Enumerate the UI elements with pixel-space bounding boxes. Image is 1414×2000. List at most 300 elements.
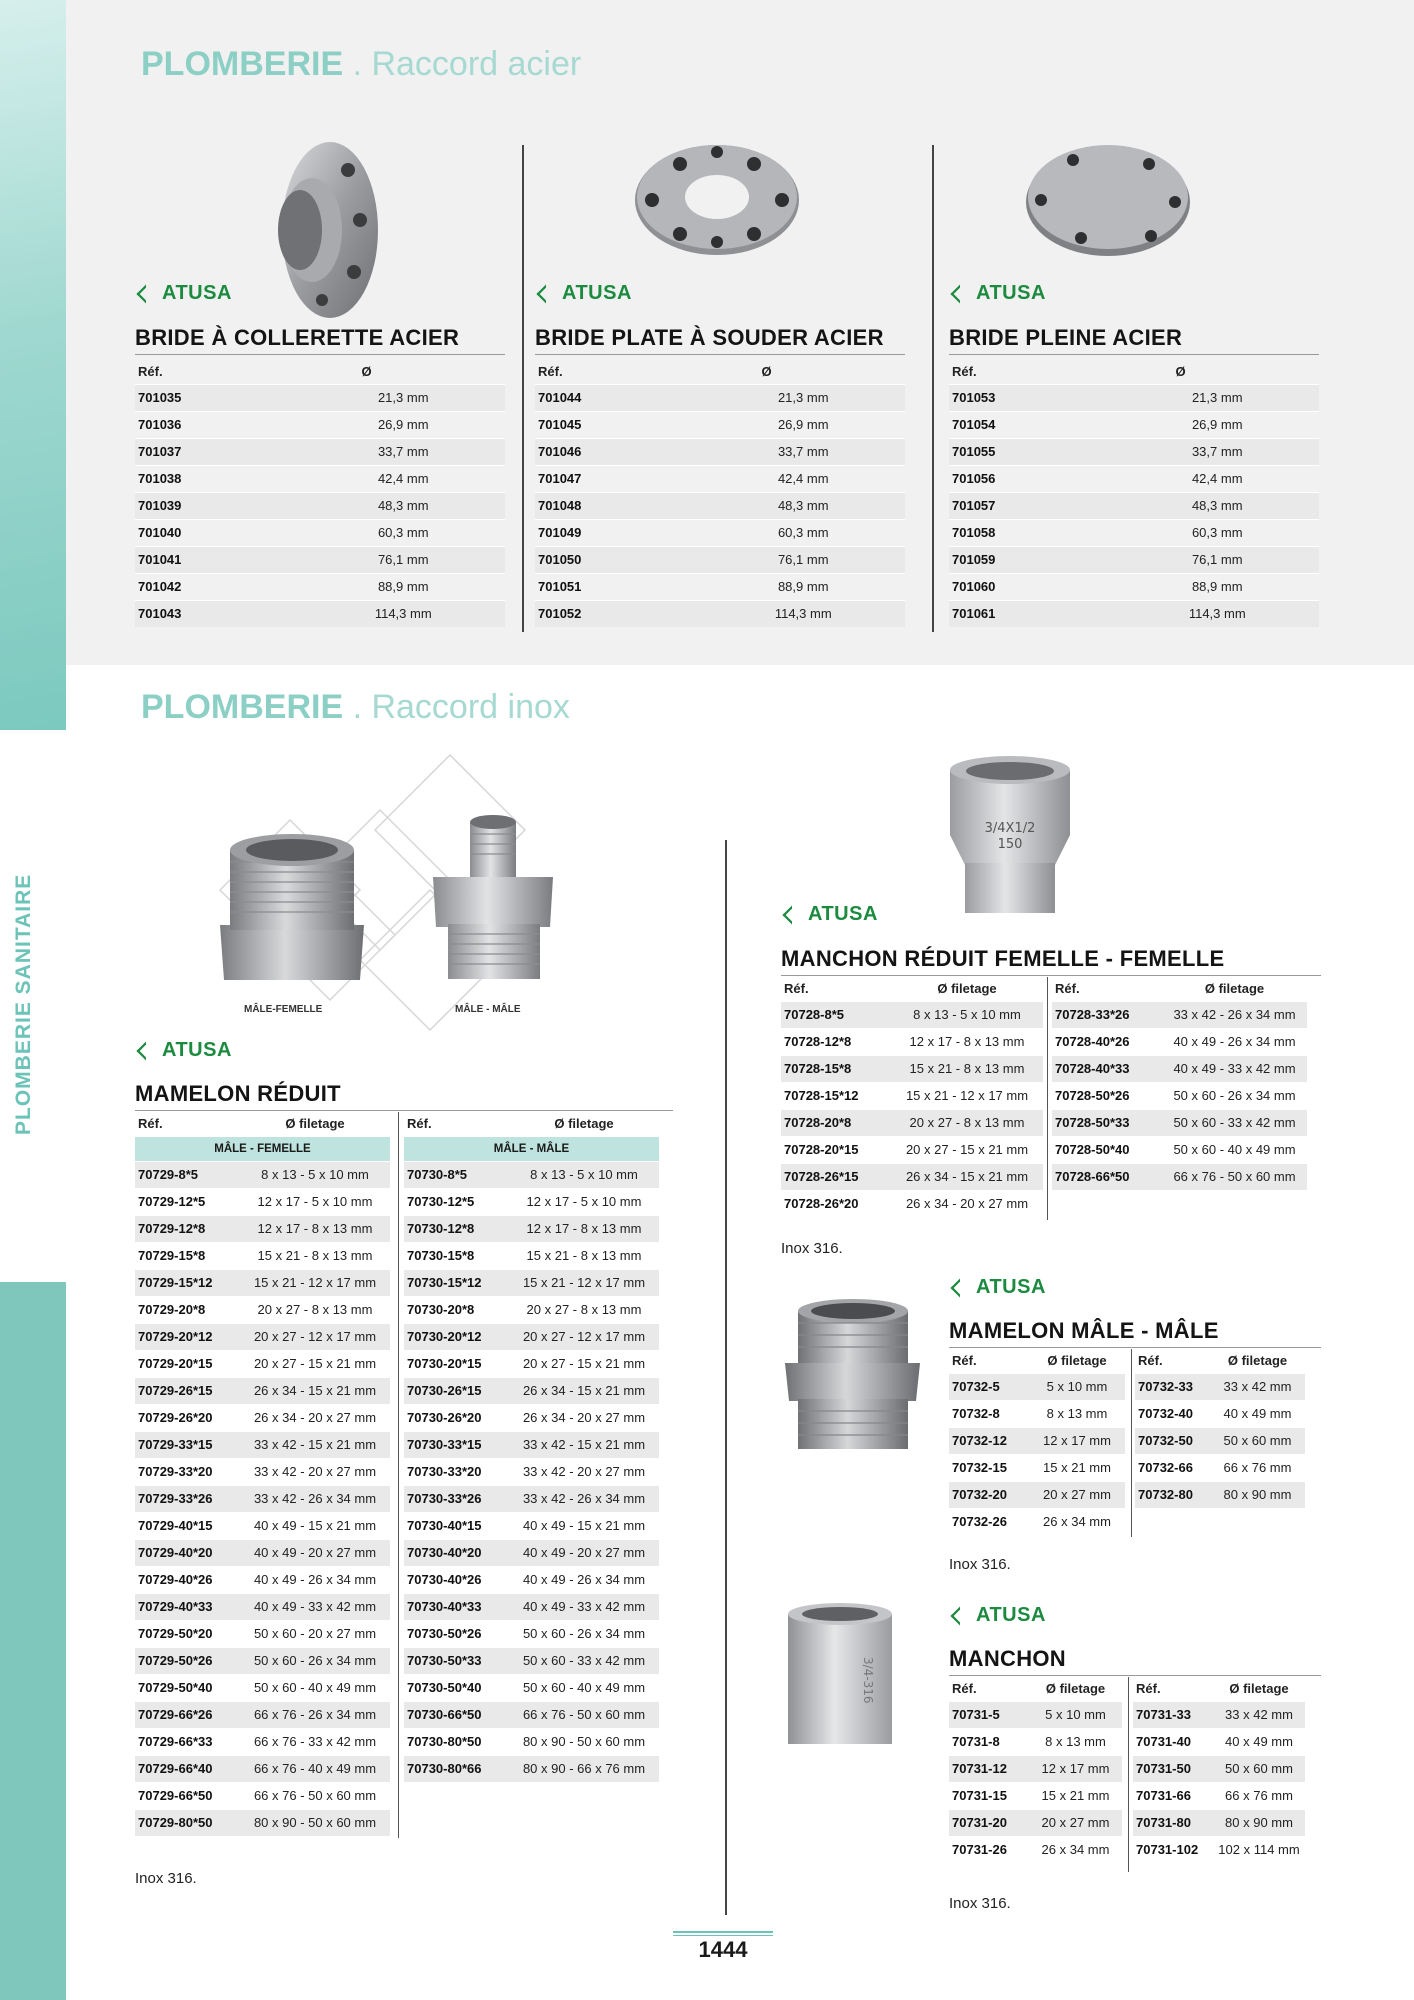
table-row (404, 1701, 659, 1728)
cell-reference: 70732-5 (949, 1373, 1029, 1400)
atusa-logo (783, 903, 878, 926)
cell-dimension: 66 x 76 - 50 x 60 mm (509, 1701, 659, 1728)
cell-reference: 70729-50*20 (135, 1620, 240, 1647)
nipple-male-male-image (428, 812, 558, 987)
cell-reference: 70730-40*33 (404, 1593, 509, 1620)
table-row (135, 384, 505, 411)
cell-dimension: 20 x 27 - 8 x 13 mm (240, 1296, 390, 1323)
table-collerette (135, 360, 505, 627)
cell-dimension: 26 x 34 - 15 x 21 mm (240, 1377, 390, 1404)
col-header-ref: Réf. (138, 1116, 163, 1132)
table-row (135, 1323, 390, 1350)
cell-dimension: 66 x 76 - 33 x 42 mm (240, 1728, 390, 1755)
page-number: 1444 (698, 1937, 748, 1962)
cell-dimension: 80 x 90 - 66 x 76 mm (509, 1755, 659, 1782)
section-title-rest: . Raccord acier (343, 45, 582, 83)
table-row (404, 1674, 659, 1701)
table-row (535, 411, 905, 438)
cell-dimension: 26 x 34 - 15 x 21 mm (509, 1377, 659, 1404)
table-row (404, 1269, 659, 1296)
cell-dimension: 20 x 27 - 15 x 21 mm (240, 1350, 390, 1377)
cell-dimension: 40 x 49 - 20 x 27 mm (240, 1539, 390, 1566)
table-mamelon-mm-left (949, 1349, 1125, 1535)
cell-dimension: 33,7 mm (1116, 438, 1320, 465)
cell-dimension: 15 x 21 - 12 x 17 mm (240, 1269, 390, 1296)
cell-dimension: 40 x 49 - 33 x 42 mm (240, 1593, 390, 1620)
cell-dimension: 20 x 27 - 12 x 17 mm (509, 1323, 659, 1350)
cell-reference: 70728-26*20 (781, 1190, 891, 1217)
material-note: Inox 316. (949, 1556, 1011, 1573)
cell-reference: 701058 (949, 519, 1116, 546)
strip-top-gradient (0, 0, 66, 730)
cell-reference: 701055 (949, 438, 1116, 465)
reducing-coupling-image (945, 755, 1075, 925)
cell-reference: 70732-15 (949, 1454, 1029, 1481)
cell-dimension: 40 x 49 mm (1213, 1728, 1305, 1755)
table-row (949, 1400, 1125, 1427)
table-pleine (949, 360, 1319, 627)
col-header-diameter: Ø (361, 364, 372, 380)
cell-dimension: 12 x 17 - 8 x 13 mm (240, 1215, 390, 1242)
table-manchon-left (949, 1677, 1122, 1863)
cell-dimension: 76,1 mm (302, 546, 506, 573)
table-row (1133, 1782, 1305, 1809)
table-row (1052, 1109, 1307, 1136)
cell-dimension: 26,9 mm (702, 411, 906, 438)
cell-reference: 70731-40 (1133, 1728, 1213, 1755)
table-row (404, 1512, 659, 1539)
cell-dimension: 33,7 mm (302, 438, 506, 465)
cell-dimension: 66 x 76 mm (1210, 1454, 1305, 1481)
cell-reference: 70728-20*8 (781, 1109, 891, 1136)
cell-dimension: 80 x 90 - 50 x 60 mm (240, 1809, 390, 1836)
col-header-filetage: Ø filetage (1204, 981, 1265, 997)
col-header-diameter: Ø (1175, 364, 1186, 380)
cell-reference: 701049 (535, 519, 702, 546)
cell-dimension: 12 x 17 mm (1029, 1755, 1122, 1782)
cell-reference: 70728-50*40 (1052, 1136, 1162, 1163)
table-row (535, 600, 905, 627)
product-title-mamelon-reduit: MAMELON RÉDUIT (135, 1081, 341, 1106)
cell-reference: 701039 (135, 492, 302, 519)
cell-reference: 70730-8*5 (404, 1161, 509, 1188)
cell-reference: 701056 (949, 465, 1116, 492)
cell-dimension: 33 x 42 - 20 x 27 mm (509, 1458, 659, 1485)
cell-dimension: 26 x 34 - 20 x 27 mm (509, 1404, 659, 1431)
table-row (781, 1190, 1043, 1217)
cell-reference: 70731-15 (949, 1782, 1029, 1809)
table-mamelon-reduit-left (135, 1112, 390, 1836)
atusa-logo (137, 282, 232, 305)
sidebar-category-label: PLOMBERIE SANITAIRE (12, 873, 35, 1135)
cell-dimension: 8 x 13 - 5 x 10 mm (240, 1161, 390, 1188)
table-row (135, 1701, 390, 1728)
cell-dimension: 50 x 60 - 26 x 34 mm (509, 1620, 659, 1647)
table-row (404, 1431, 659, 1458)
cell-reference: 70730-80*66 (404, 1755, 509, 1782)
cell-dimension: 40 x 49 - 26 x 34 mm (509, 1566, 659, 1593)
table-row (135, 1782, 390, 1809)
cell-dimension: 88,9 mm (702, 573, 906, 600)
image-caption-male-femelle: MÂLE-FEMELLE (244, 1004, 323, 1015)
cell-reference: 701052 (535, 600, 702, 627)
cell-dimension: 42,4 mm (302, 465, 506, 492)
cell-dimension: 40 x 49 - 15 x 21 mm (240, 1512, 390, 1539)
cell-reference: 70730-20*12 (404, 1323, 509, 1350)
table-divider (1047, 977, 1048, 1220)
cell-dimension: 5 x 10 mm (1029, 1701, 1122, 1728)
table-row (135, 492, 505, 519)
cell-dimension: 40 x 49 - 26 x 34 mm (1162, 1028, 1307, 1055)
page-number-rule (673, 1935, 773, 1936)
cell-dimension: 33 x 42 - 26 x 34 mm (509, 1485, 659, 1512)
table-row (135, 546, 505, 573)
cell-reference: 70728-8*5 (781, 1001, 891, 1028)
coupling-marking: 3/4-316 (861, 1657, 875, 1704)
col-header-filetage: Ø filetage (554, 1116, 614, 1132)
atusa-logo-text: ATUSA (162, 282, 232, 304)
col-header-ref: Réf. (952, 364, 977, 380)
cell-reference: 70729-40*26 (135, 1566, 240, 1593)
table-row (135, 1377, 390, 1404)
table-row (1052, 1001, 1307, 1028)
table-manchon-right (1133, 1677, 1305, 1863)
cell-dimension: 40 x 49 - 20 x 27 mm (509, 1539, 659, 1566)
table-row (404, 1377, 659, 1404)
cell-reference: 70729-50*26 (135, 1647, 240, 1674)
cell-reference: 70730-26*15 (404, 1377, 509, 1404)
cell-reference: 70732-33 (1135, 1373, 1210, 1400)
table-row (135, 519, 505, 546)
table-row (949, 1782, 1122, 1809)
cell-reference: 70728-15*12 (781, 1082, 891, 1109)
atusa-logo-text: ATUSA (808, 903, 878, 925)
cell-dimension: 15 x 21 - 12 x 17 mm (891, 1082, 1043, 1109)
cell-dimension: 21,3 mm (702, 384, 906, 411)
cell-dimension: 40 x 49 - 15 x 21 mm (509, 1512, 659, 1539)
cell-dimension: 88,9 mm (1116, 573, 1320, 600)
subheader-male-male: MÂLE - MÂLE (404, 1136, 659, 1161)
cell-reference: 70731-8 (949, 1728, 1029, 1755)
cell-reference: 701043 (135, 600, 302, 627)
atusa-logo-text: ATUSA (976, 1276, 1046, 1298)
section-title-inox (141, 688, 570, 727)
cell-reference: 70729-40*33 (135, 1593, 240, 1620)
table-manchon-reduit-right (1052, 977, 1307, 1190)
cell-dimension: 26 x 34 - 15 x 21 mm (891, 1163, 1043, 1190)
title-rule (135, 354, 505, 355)
table-row (949, 1508, 1125, 1535)
table-row (1133, 1755, 1305, 1782)
cell-reference: 701060 (949, 573, 1116, 600)
cell-reference: 70729-26*20 (135, 1404, 240, 1431)
cell-dimension: 80 x 90 - 50 x 60 mm (509, 1728, 659, 1755)
table-row (404, 1323, 659, 1350)
table-row (404, 1485, 659, 1512)
cell-dimension: 40 x 49 - 33 x 42 mm (509, 1593, 659, 1620)
table-row (135, 1647, 390, 1674)
cell-dimension: 12 x 17 - 8 x 13 mm (509, 1215, 659, 1242)
cell-dimension: 40 x 49 - 26 x 34 mm (240, 1566, 390, 1593)
table-row (949, 384, 1319, 411)
table-row (535, 573, 905, 600)
cell-reference: 70730-50*33 (404, 1647, 509, 1674)
cell-reference: 70729-33*26 (135, 1485, 240, 1512)
cell-reference: 70730-80*50 (404, 1728, 509, 1755)
table-row (135, 465, 505, 492)
table-row (535, 519, 905, 546)
cell-reference: 70730-15*8 (404, 1242, 509, 1269)
table-mamelon-mm-right (1135, 1349, 1305, 1508)
cell-reference: 70729-50*40 (135, 1674, 240, 1701)
cell-dimension: 48,3 mm (702, 492, 906, 519)
table-row (135, 1539, 390, 1566)
table-row (404, 1215, 659, 1242)
cell-reference: 70728-50*33 (1052, 1109, 1162, 1136)
cell-dimension: 33 x 42 - 26 x 34 mm (1162, 1001, 1307, 1028)
table-row (135, 1458, 390, 1485)
atusa-logo (137, 1039, 232, 1062)
table-row (135, 1350, 390, 1377)
cell-reference: 70730-50*26 (404, 1620, 509, 1647)
cell-reference: 701045 (535, 411, 702, 438)
cell-reference: 70732-40 (1135, 1400, 1210, 1427)
coupling-marking-line1: 3/4X1/2 (984, 821, 1036, 836)
table-row (135, 1485, 390, 1512)
table-row (404, 1242, 659, 1269)
table-row (949, 519, 1319, 546)
product-title-collerette: BRIDE À COLLERETTE ACIER (135, 325, 460, 350)
cell-reference: 70732-20 (949, 1481, 1029, 1508)
cell-reference: 70728-66*50 (1052, 1163, 1162, 1190)
table-row (404, 1755, 659, 1782)
cell-dimension: 21,3 mm (302, 384, 506, 411)
table-row (781, 1082, 1043, 1109)
atusa-logo-text: ATUSA (162, 1039, 232, 1061)
cell-dimension: 15 x 21 mm (1029, 1454, 1125, 1481)
cell-reference: 701042 (135, 573, 302, 600)
cell-reference: 701050 (535, 546, 702, 573)
cell-reference: 701041 (135, 546, 302, 573)
cell-dimension: 15 x 21 - 8 x 13 mm (509, 1242, 659, 1269)
cell-reference: 70729-20*15 (135, 1350, 240, 1377)
table-row (535, 465, 905, 492)
table-row (404, 1404, 659, 1431)
material-note: Inox 316. (949, 1895, 1011, 1912)
table-row (949, 1454, 1125, 1481)
table-row (1135, 1373, 1305, 1400)
atusa-logo (951, 1604, 1046, 1627)
table-row (781, 1001, 1043, 1028)
cell-dimension: 42,4 mm (1116, 465, 1320, 492)
cell-reference: 70730-12*8 (404, 1215, 509, 1242)
cell-reference: 70731-33 (1133, 1701, 1213, 1728)
cell-reference: 70729-66*40 (135, 1755, 240, 1782)
cell-reference: 70728-26*15 (781, 1163, 891, 1190)
table-row (404, 1161, 659, 1188)
cell-reference: 70730-40*26 (404, 1566, 509, 1593)
table-row (1133, 1728, 1305, 1755)
col-header-filetage: Ø filetage (1227, 1353, 1288, 1369)
atusa-logo-icon (536, 284, 555, 303)
cell-dimension: 26 x 34 - 20 x 27 mm (891, 1190, 1043, 1217)
section-title-rest: . Raccord inox (343, 688, 570, 726)
cell-reference: 70730-40*20 (404, 1539, 509, 1566)
cell-dimension: 26,9 mm (1116, 411, 1320, 438)
table-row (135, 1755, 390, 1782)
cell-reference: 701059 (949, 546, 1116, 573)
cell-dimension: 66 x 76 - 26 x 34 mm (240, 1701, 390, 1728)
cell-dimension: 26 x 34 mm (1029, 1508, 1125, 1535)
cell-reference: 70731-20 (949, 1809, 1029, 1836)
cell-reference: 70728-33*26 (1052, 1001, 1162, 1028)
table-row (404, 1620, 659, 1647)
cell-reference: 701053 (949, 384, 1116, 411)
cell-dimension: 8 x 13 mm (1029, 1728, 1122, 1755)
cell-reference: 701057 (949, 492, 1116, 519)
cell-reference: 70729-40*15 (135, 1512, 240, 1539)
table-row (135, 1431, 390, 1458)
table-row (404, 1458, 659, 1485)
cell-dimension: 50 x 60 - 26 x 34 mm (1162, 1082, 1307, 1109)
cell-dimension: 33 x 42 mm (1213, 1701, 1305, 1728)
cell-reference: 701047 (535, 465, 702, 492)
cell-reference: 70728-15*8 (781, 1055, 891, 1082)
cell-dimension: 33 x 42 - 20 x 27 mm (240, 1458, 390, 1485)
cell-reference: 70730-26*20 (404, 1404, 509, 1431)
cell-dimension: 80 x 90 mm (1210, 1481, 1305, 1508)
cell-dimension: 21,3 mm (1116, 384, 1320, 411)
nipple-male-female-image (212, 830, 372, 995)
strip-bottom (0, 1282, 66, 2000)
cell-dimension: 50 x 60 - 40 x 49 mm (509, 1674, 659, 1701)
cell-reference: 70728-50*26 (1052, 1082, 1162, 1109)
cell-reference: 70729-15*8 (135, 1242, 240, 1269)
table-row (781, 1028, 1043, 1055)
coupling-image (780, 1602, 900, 1752)
table-row (135, 1566, 390, 1593)
hex-nipple-image (780, 1293, 925, 1458)
cell-reference: 70731-66 (1133, 1782, 1213, 1809)
cell-dimension: 33,7 mm (702, 438, 906, 465)
cell-dimension: 102 x 114 mm (1213, 1836, 1305, 1863)
cell-reference: 701040 (135, 519, 302, 546)
left-color-strip (0, 0, 66, 2000)
cell-reference: 70730-20*8 (404, 1296, 509, 1323)
cell-reference: 701061 (949, 600, 1116, 627)
coupling-marking-line2: 150 (997, 837, 1023, 852)
cell-dimension: 15 x 21 mm (1029, 1782, 1122, 1809)
cell-dimension: 88,9 mm (302, 573, 506, 600)
atusa-logo (951, 1276, 1046, 1299)
table-row (949, 1427, 1125, 1454)
cell-reference: 70729-66*26 (135, 1701, 240, 1728)
product-title-plate: BRIDE PLATE À SOUDER ACIER (535, 325, 884, 350)
cell-reference: 70730-12*5 (404, 1188, 509, 1215)
cell-dimension: 33 x 42 - 15 x 21 mm (240, 1431, 390, 1458)
table-row (949, 1373, 1125, 1400)
cell-reference: 70728-40*33 (1052, 1055, 1162, 1082)
flange-plate-image (632, 142, 802, 262)
cell-dimension: 76,1 mm (1116, 546, 1320, 573)
cell-reference: 701046 (535, 438, 702, 465)
table-row (404, 1566, 659, 1593)
cell-reference: 701051 (535, 573, 702, 600)
column-divider (932, 145, 934, 632)
atusa-logo (951, 282, 1046, 305)
atusa-logo-text: ATUSA (976, 1604, 1046, 1626)
col-header-ref: Réf. (952, 1353, 977, 1369)
cell-reference: 70732-80 (1135, 1481, 1210, 1508)
col-header-ref: Réf. (1136, 1681, 1161, 1697)
cell-reference: 70729-66*33 (135, 1728, 240, 1755)
col-header-ref: Réf. (138, 364, 163, 380)
table-row (949, 1481, 1125, 1508)
material-note: Inox 316. (781, 1240, 843, 1257)
table-row (949, 1755, 1122, 1782)
cell-reference: 701037 (135, 438, 302, 465)
cell-dimension: 76,1 mm (702, 546, 906, 573)
cell-reference: 70730-40*15 (404, 1512, 509, 1539)
table-row (1052, 1082, 1307, 1109)
cell-reference: 70730-66*50 (404, 1701, 509, 1728)
cell-reference: 70729-12*5 (135, 1188, 240, 1215)
table-row (404, 1593, 659, 1620)
cell-reference: 70729-40*20 (135, 1539, 240, 1566)
table-row (1135, 1427, 1305, 1454)
table-row (949, 600, 1319, 627)
cell-dimension: 50 x 60 - 33 x 42 mm (509, 1647, 659, 1674)
title-rule (949, 1347, 1321, 1348)
title-rule (949, 354, 1319, 355)
cell-reference: 70729-8*5 (135, 1161, 240, 1188)
table-row (1135, 1400, 1305, 1427)
col-header-ref: Réf. (1055, 981, 1080, 997)
cell-dimension: 48,3 mm (302, 492, 506, 519)
column-divider (522, 145, 524, 632)
table-row (949, 1728, 1122, 1755)
cell-reference: 701038 (135, 465, 302, 492)
cell-dimension: 42,4 mm (702, 465, 906, 492)
table-row (135, 1188, 390, 1215)
table-row (135, 1161, 390, 1188)
cell-reference: 70731-50 (1133, 1755, 1213, 1782)
table-row (404, 1647, 659, 1674)
cell-reference: 701036 (135, 411, 302, 438)
table-row (1133, 1701, 1305, 1728)
table-divider (1128, 1677, 1129, 1872)
cell-dimension: 20 x 27 - 8 x 13 mm (509, 1296, 659, 1323)
atusa-logo-icon (950, 284, 969, 303)
table-row (135, 1215, 390, 1242)
table-row (1133, 1809, 1305, 1836)
table-row (949, 465, 1319, 492)
table-row (404, 1539, 659, 1566)
cell-reference: 70730-33*26 (404, 1485, 509, 1512)
cell-dimension: 33 x 42 mm (1210, 1373, 1305, 1400)
table-row (1052, 1136, 1307, 1163)
subheader-male-femelle: MÂLE - FEMELLE (135, 1136, 390, 1161)
cell-dimension: 50 x 60 - 33 x 42 mm (1162, 1109, 1307, 1136)
cell-reference: 70730-33*15 (404, 1431, 509, 1458)
cell-dimension: 5 x 10 mm (1029, 1373, 1125, 1400)
cell-dimension: 66 x 76 - 50 x 60 mm (240, 1782, 390, 1809)
table-row (1052, 1163, 1307, 1190)
cell-reference: 70729-66*50 (135, 1782, 240, 1809)
col-header-filetage: Ø filetage (1229, 1681, 1289, 1697)
col-header-filetage: Ø filetage (285, 1116, 345, 1132)
cell-reference: 70729-33*20 (135, 1458, 240, 1485)
